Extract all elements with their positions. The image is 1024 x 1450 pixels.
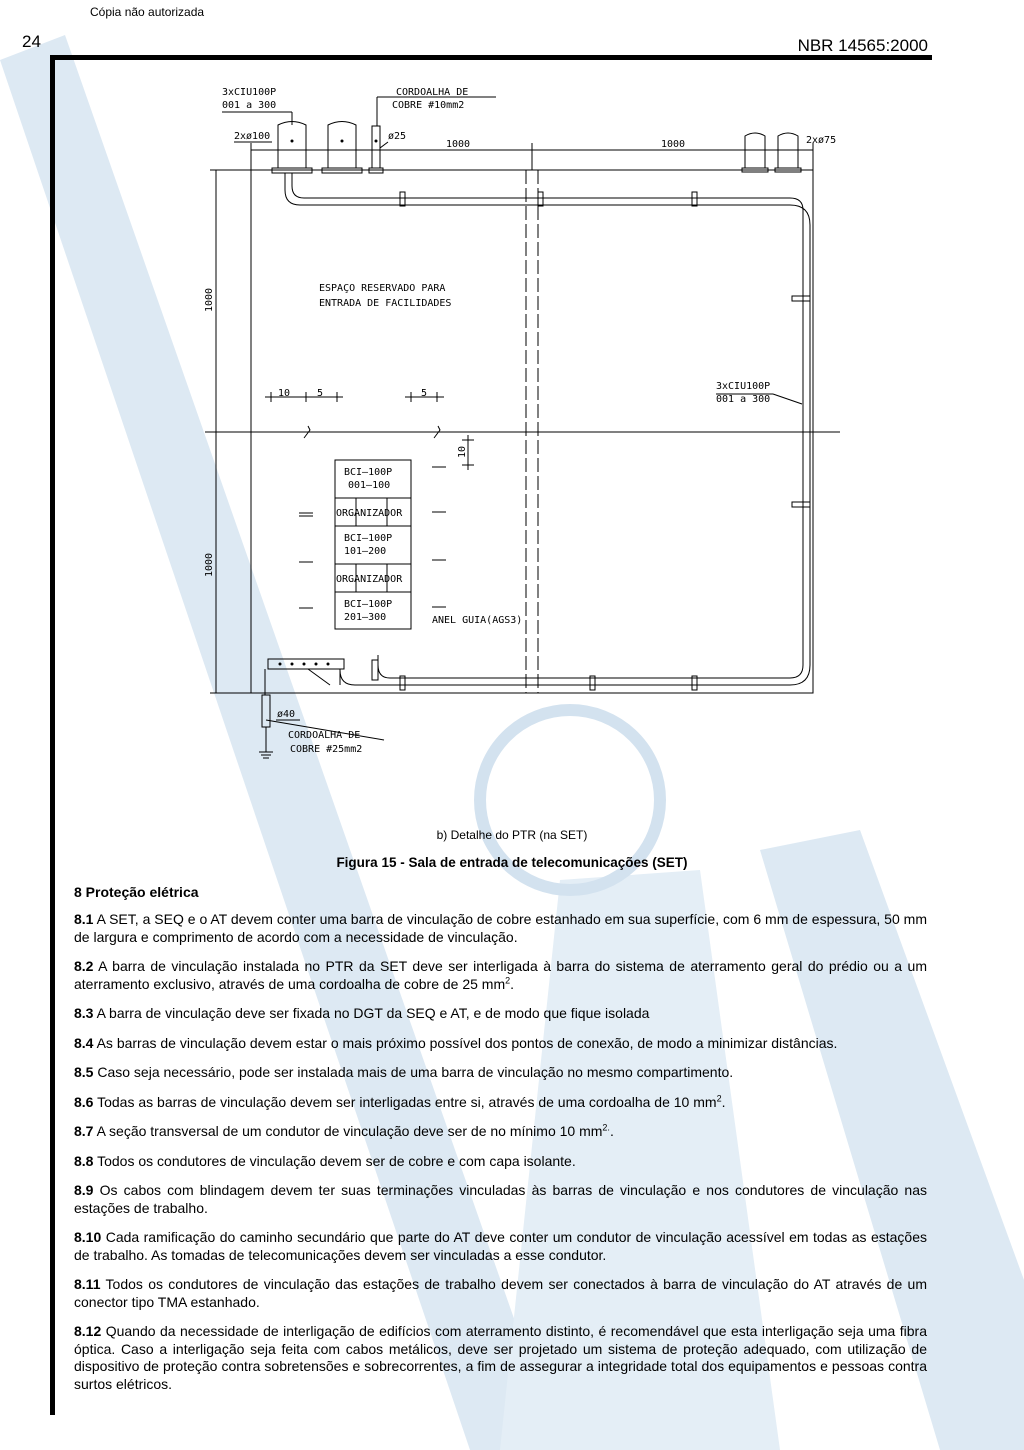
dim-1000-left: 1000 [446, 139, 471, 150]
paragraph-8-7: 8.7 A seção transversal de um condutor de vinculação deve ser de no mínimo 10 $mm^{2.}$. [74, 1122, 614, 1139]
paragraph-8-6: 8.6 Todas as barras de vinculação devem ser interligadas entre si, através de uma cordoalha de 10 $mm^2$. [74, 1092, 726, 1110]
paragraph-8-11: 8.11 Todos os condutores de vinculação das estações de trabalho devem ser conectados à barra de vinculação do AT através de um conector tipo TMA estanhado. [74, 1276, 927, 1310]
paragraph-8-5: 8.5 Caso seja necessário, pode ser instalada mais de uma barra de vinculação no mesmo compartimento. [74, 1064, 734, 1080]
label-top-cables-1: 3xCIU100P [222, 87, 277, 98]
label-right-cables-1: 3xCIU100P [716, 381, 771, 392]
label-top-cables-2: 001 a 300 [222, 100, 277, 111]
label-right-cables-2: 001 a 300 [716, 394, 771, 405]
standard-code: NBR 14565:2000 [797, 36, 928, 55]
label-cordoalha-top-2: COBRE #10mm2 [392, 100, 465, 111]
paragraph-8-12: 8.12 Quando da necessidade de interligação de edifícios com aterramento distinto, é recomendável que esta interligação seja uma fibra óptica. Caso a interligação seja feita com cabos metálicos, deve ser projetado um sistema de proteção adequado, com utilização de dispositivo de proteção contra sobretensões e sobrecorrentes, a fim de assegurar a integridade total dos equipamentos e pessoas contra surtos elétricos. [74, 1323, 927, 1392]
paragraph-8-4: 8.4 As barras de vinculação devem estar o mais próximo possível dos pontos de conexão, de modo a minimizar distâncias. [74, 1034, 838, 1051]
header-rule [50, 55, 932, 60]
rack-organizador-2: ORGANIZADOR [336, 574, 403, 585]
rack-block-1-range: 001–100 [348, 480, 391, 491]
figure-caption: Figura 15 - Sala de entrada de telecomunicações (SET) [336, 855, 688, 870]
rack-block-3-title: BCI–100P [344, 599, 393, 610]
paragraph-8-3: 8.3 A barra de vinculação deve ser fixada no DGT da SEQ e AT, e de modo que fique isolada [74, 1005, 650, 1021]
copy-notice: Cópia não autorizada [90, 5, 205, 19]
section-heading: 8 Proteção elétrica [74, 884, 199, 900]
label-2x100: 2xø100 [234, 131, 271, 142]
label-2x75: 2xø75 [806, 135, 837, 146]
dim-1000-right: 1000 [661, 139, 686, 150]
section-body [74, 911, 927, 1405]
margin-rule [50, 55, 55, 1415]
dim-5b: 5 [421, 388, 428, 399]
rack-organizador-1: ORGANIZADOR [336, 508, 403, 519]
figure-subcaption: b) Detalhe do PTR (na SET) [436, 828, 588, 842]
dim-vert-top: 1000 [204, 287, 215, 312]
dim-5: 5 [317, 388, 324, 399]
dim-10-vertical: 10 [457, 445, 468, 458]
paragraph-8-2: 8.2 A barra de vinculação instalada no PTR da SET deve ser interligada à barra do sistema de aterramento geral do prédio ou a um aterramento exclusivo, através de uma cordoalha de cobre de 25 $mm^2$. [74, 958, 927, 992]
rack-block-2-range: 101–200 [344, 546, 387, 557]
paragraph-8-8: 8.8 Todos os condutores de vinculação devem ser de cobre e com capa isolante. [74, 1152, 576, 1169]
page-number: 24 [22, 32, 41, 51]
dim-10: 10 [278, 388, 291, 399]
label-phi40: ø40 [277, 709, 296, 720]
label-anel-guia: ANEL GUIA(AGS3) [432, 615, 523, 626]
label-espaco-1: ESPAÇO RESERVADO PARA [319, 283, 446, 294]
label-cordoalha-bottom-1: CORDOALHA DE [288, 730, 361, 741]
dim-vert-bottom: 1000 [204, 552, 215, 577]
label-phi25: ø25 [388, 131, 407, 142]
paragraph-8-1: 8.1 A SET, a SEQ e o AT devem conter uma barra de vinculação de cobre estanhado em sua superfície, com 6 mm de espessura, 50 mm de largura e comprimento de acordo com a necessidade de vinculação. [74, 911, 927, 945]
rack-block-1-title: BCI–100P [344, 467, 393, 478]
rack-block-2-title: BCI–100P [344, 533, 393, 544]
paragraph-8-9: 8.9 Os cabos com blindagem devem ter suas terminações vinculadas às barras de vinculação e nos condutores de vinculação nas estações de trabalho. [74, 1182, 928, 1216]
label-cordoalha-bottom-2: COBRE #25mm2 [290, 744, 363, 755]
rack-block-3-range: 201–300 [344, 612, 387, 623]
label-espaco-2: ENTRADA DE FACILIDADES [319, 298, 452, 309]
paragraph-8-10: 8.10 Cada ramificação do caminho secundário que parte do AT deve conter um condutor de vinculação acessível em todas as estações de trabalho. As tomadas de telecomunicações devem ser vinculadas a esse condutor. [74, 1229, 927, 1263]
label-cordoalha-top-1: CORDOALHA DE [396, 87, 469, 98]
